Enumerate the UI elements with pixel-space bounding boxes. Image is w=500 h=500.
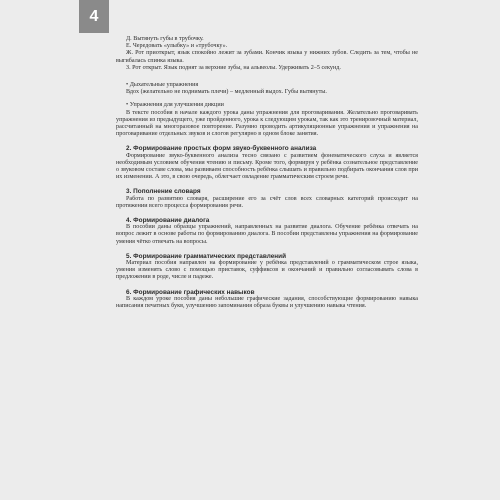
- exercise-z: З. Рот открыт. Язык поднят за верхние зубы, на альвеолы. Удерживать 2–5 секунд.: [126, 64, 341, 71]
- section-heading-2: 2. Формирование простых форм звуко-буквенного анализа: [126, 145, 317, 153]
- section-text-5: Материал пособия направлен на формирование у ребёнка представлений о грамматическом строе языка, умения изменять слово с помощью приставок, суффиксов и окончаний и правильно согласовывать слова в предложении в роде, числе и падеже.: [116, 260, 418, 281]
- section-heading-6: 6. Формирование графических навыков: [126, 288, 255, 296]
- breathing-title: • Дыхательные упражнения: [126, 82, 199, 89]
- section-text-2: Формирование звуко-буквенного анализа тесно связано с развитием фонематического слуха и является необходимым условием обучения чтению и письму. Кроме того, формируя у ребёнка сознательное представление о звуковом составе слова, мы развиваем способность ребёнка слышать и правильно подбирать окончания слов при их изменении. А это, в свою очередь, облегчает овладение грамматическим строем речи.: [116, 152, 418, 181]
- exercise-d: Д. Вытянуть губы в трубочку.: [126, 36, 204, 42]
- exercise-zh: Ж. Рот приоткрыт, язык спокойно лежит за зубами. Кончик языка у нижних зубов. Следить за тем, чтобы не выгибалась спинка языка.: [116, 50, 418, 64]
- page-number-badge: 4: [79, 0, 109, 33]
- breathing-text: Вдох (желательно не поднимать плечи) – медленный выдох. Губы вытянуты.: [126, 89, 327, 96]
- section-heading-4: 4. Формирование диалога: [126, 217, 210, 225]
- page-content: [116, 36, 418, 310]
- exercise-e: Е. Чередовать «улыбку» и «трубочку».: [126, 43, 228, 50]
- diction-text: В тексте пособия в начале каждого урока даны упражнения для проговаривания. Желательно проговаривать упражнения из предыдущего, уже пройденного, урока к следующим урокам, так как это тренировочный материал, рассчитанный на многоразовое повторение. Разумно проводить артикуляционные упражнения и упражнения на проговаривание отдельных звуков и слогов регулярно в одном блоке занятия.: [116, 109, 418, 138]
- section-text-3: Работа по развитию словаря, расширение его за счёт слов всех словарных категорий происходит на протяжении всего процесса формирования речи.: [116, 195, 418, 209]
- section-text-4: В пособии даны образцы упражнений, направленных на развитие диалога. Обучение ребёнка отвечать на вопрос лежит в основе работы по формированию диалога. В пособии представлены упражнения на формирование умения чётко отвечать на вопросы.: [116, 224, 418, 245]
- section-heading-5: 5. Формирование грамматических представлений: [126, 252, 287, 260]
- diction-title: • Упражнения для улучшения дикции: [126, 102, 224, 109]
- section-text-6: В каждом уроке пособия даны небольшие графические задания, способствующие формированию навыка написания печатных букв, улучшению запоминания образа буквы и улучшению навыка чтения.: [116, 295, 418, 310]
- section-heading-3: 3. Пополнение словаря: [126, 188, 201, 196]
